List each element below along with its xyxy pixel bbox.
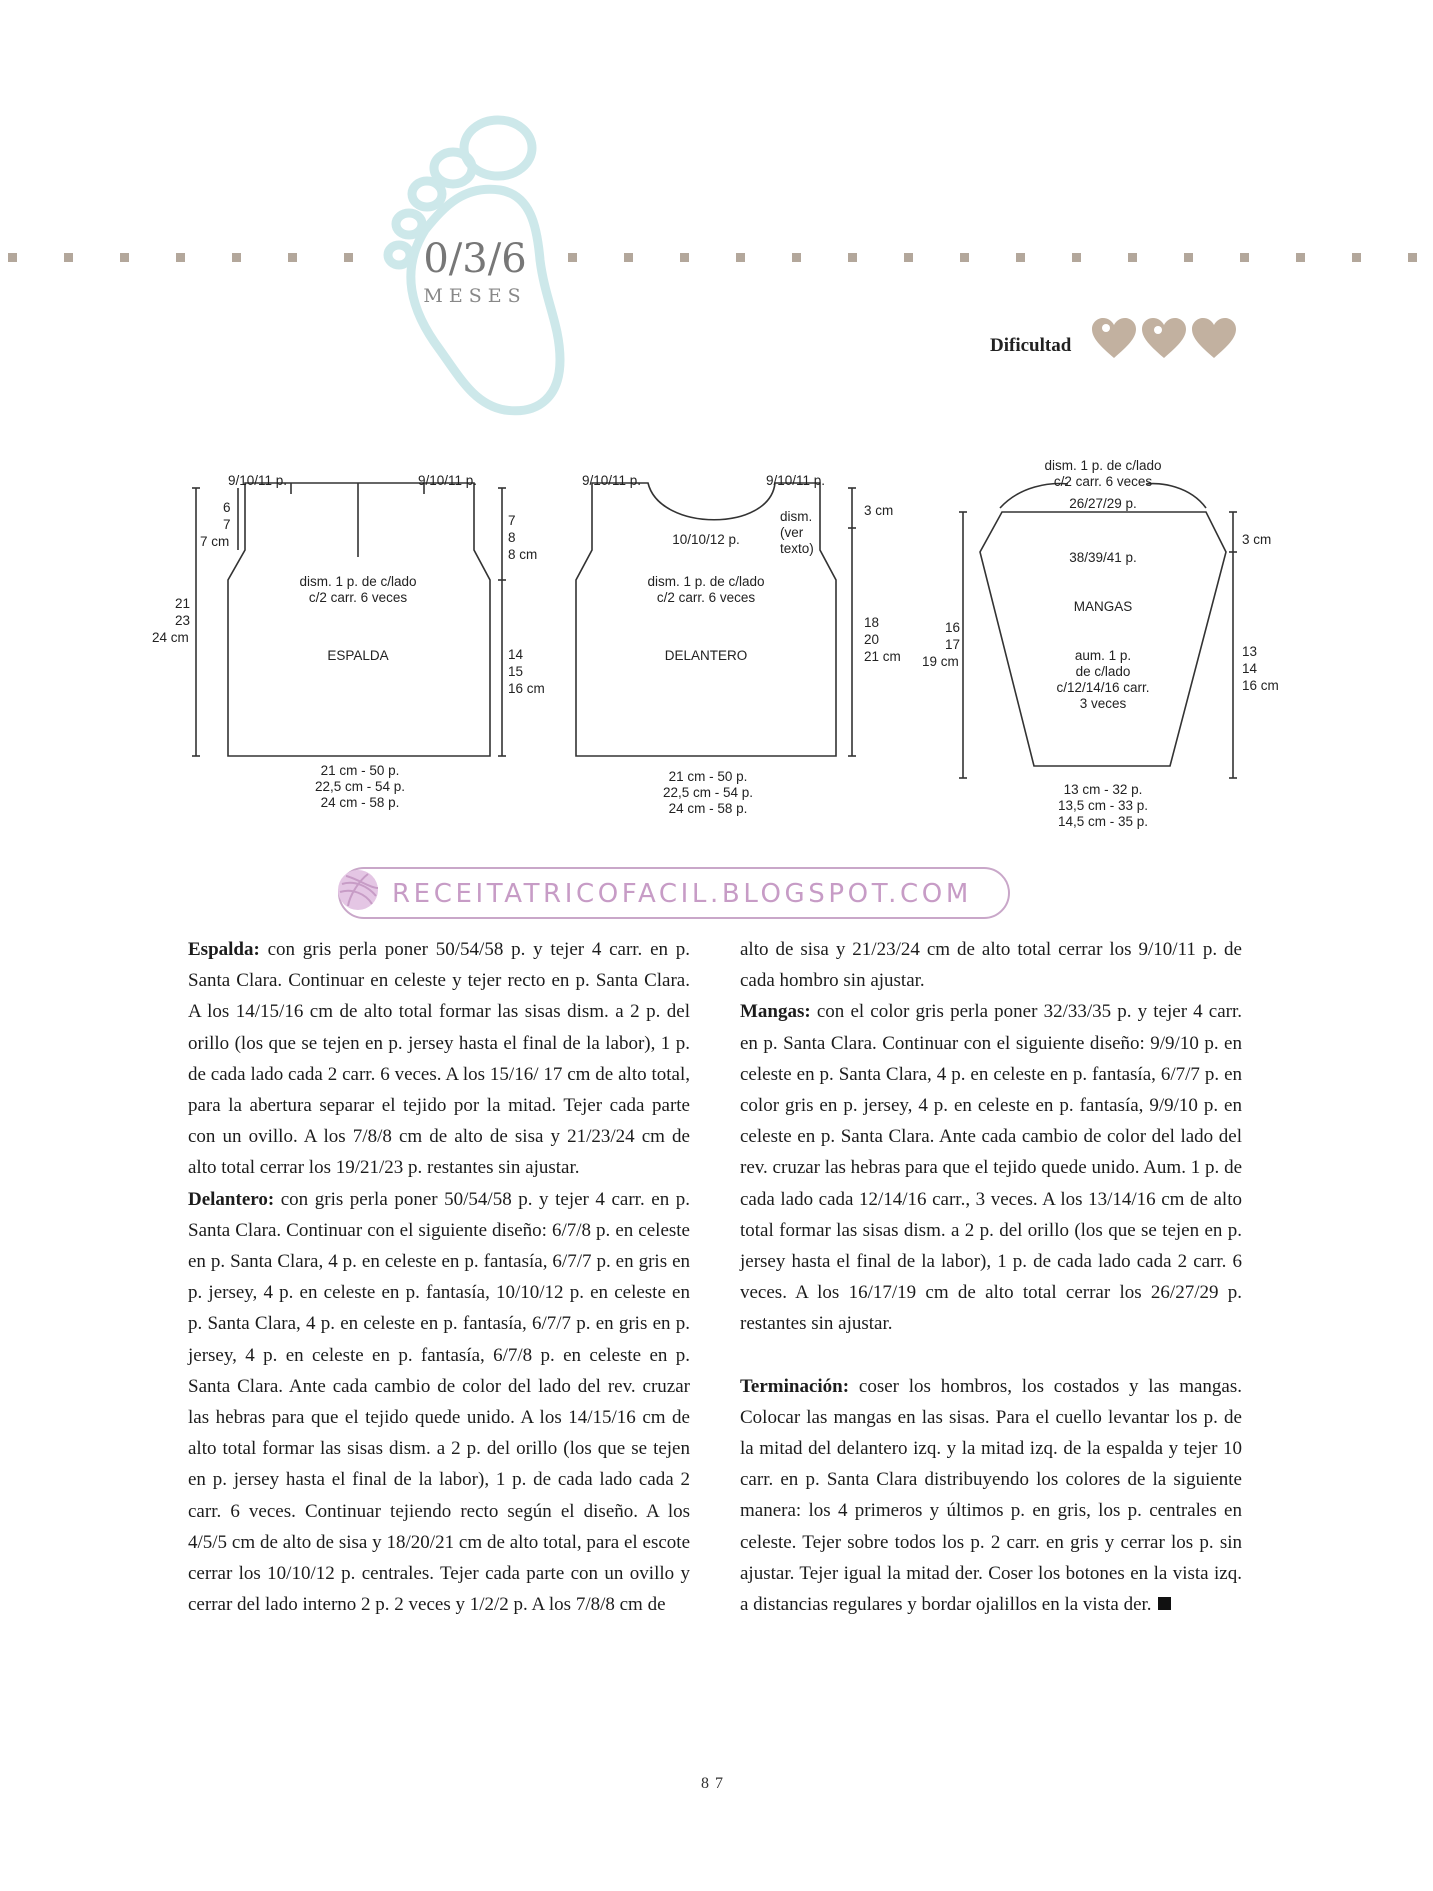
espalda-heading: Espalda: xyxy=(188,939,260,960)
espalda-right-lower-2: 15 xyxy=(508,664,524,679)
delantero-paragraph xyxy=(188,1184,690,1621)
mangas-right-lower-3: 16 cm xyxy=(1242,678,1279,693)
espalda-left-small-3: 7 cm xyxy=(200,534,230,549)
mangas-left-total-3: 19 cm xyxy=(922,654,959,669)
mangas-left-total-1: 16 xyxy=(945,620,961,635)
mangas-top-dec-1: dism. 1 p. de c/lado xyxy=(1044,458,1162,473)
delantero-bottom-1: 21 cm - 50 p. xyxy=(668,769,748,784)
espalda-right-lower-1: 14 xyxy=(508,647,524,662)
delantero-right-total-1: 18 xyxy=(864,615,880,630)
mangas-inner-width: 38/39/41 p. xyxy=(1069,550,1137,565)
espalda-outline xyxy=(228,483,490,756)
espalda-paragraph xyxy=(188,934,690,1184)
mangas-heading: Mangas: xyxy=(740,1001,811,1023)
mangas-bottom-3: 14,5 cm - 35 p. xyxy=(1057,814,1149,829)
mangas-right-lower-1: 13 xyxy=(1242,644,1258,659)
terminacion-paragraph xyxy=(740,1371,1242,1621)
dotted-divider xyxy=(0,253,1433,263)
espalda-bottom-2: 22,5 cm - 54 p. xyxy=(314,779,406,794)
mangas-name: MANGAS xyxy=(1073,599,1133,614)
espalda-left-total-3: 24 cm xyxy=(152,630,189,645)
delantero-right-top: 3 cm xyxy=(864,503,894,518)
heart-icon xyxy=(1142,318,1186,358)
espalda-right-upper-3: 8 cm xyxy=(508,547,538,562)
terminacion-heading: Terminación: xyxy=(740,1375,850,1397)
age-range: 0/3/6 xyxy=(423,236,527,282)
flower-icon xyxy=(1102,324,1110,332)
page-number: 87 xyxy=(701,1775,729,1792)
continuation-paragraph: alto de sisa y 21/23/24 cm de alto total cerrar los 9/10/11 p. de cada hombro sin ajustar. xyxy=(740,939,1242,992)
espalda-bottom-1: 21 cm - 50 p. xyxy=(320,763,400,778)
espalda-bottom-3: 24 cm - 58 p. xyxy=(320,795,400,810)
espalda-dec-1: dism. 1 p. de c/lado xyxy=(299,574,417,589)
pattern-schematic xyxy=(150,450,1300,840)
difficulty-label: Dificultad xyxy=(990,335,1072,356)
mangas-right-lower-2: 14 xyxy=(1242,661,1258,676)
difficulty-hearts-icon xyxy=(1092,318,1242,360)
mangas-inc-1: aum. 1 p. xyxy=(1074,648,1132,663)
end-mark-icon xyxy=(1158,1597,1171,1610)
delantero-neck-dec-1: dism. xyxy=(780,509,813,524)
espalda-right-lower-3: 16 cm xyxy=(508,681,545,696)
delantero-text: con gris perla poner 50/54/58 p. y tejer 4 carr. en p. Santa Clara. Continuar con el siguiente diseño: 6/7/8 p. en celeste en p. Santa Clara, 4 p. en celeste en p. fantasía, 6/7/7 p. en gris en p. jersey, 4 p. en celeste en p. fantasía, 10/10/12 p. en celeste en p. Santa Clara, 4 p. en celeste en p. fantasía, 6/7/7 p. en gris en p. jersey, 4 p. en celeste en p. fantasía, 6/7/8 p. en celeste en p. Santa Clara. Ante cada cambio de color del lado del rev. cruzar las hebras para que el tejido quede unido. A los 14/15/16 cm de alto total formar las sisas dism. a 2 p. del orillo (los que se tejen en p. jersey hasta el final de la labor), 1 p. de cada lado cada 2 carr. 6 veces. Continuar tejiendo recto según el diseño. A los 4/5/5 cm de alto de sisa y 18/20/21 cm de alto total, para el escote cerrar los 10/10/12 p. centrales. Tejer cada parte con un ovillo y cerrar del lado interno 2 p. 2 veces y 1/2/2 p. A los 7/8/8 cm de xyxy=(188,1188,690,1616)
espalda-left-total-2: 23 xyxy=(175,613,191,628)
mangas-paragraph xyxy=(740,996,1242,1339)
delantero-dec-1: dism. 1 p. de c/lado xyxy=(647,574,765,589)
delantero-bottom-3: 24 cm - 58 p. xyxy=(668,801,748,816)
delantero-name: DELANTERO xyxy=(664,648,748,663)
mangas-bottom-2: 13,5 cm - 33 p. xyxy=(1057,798,1149,813)
mangas-top-width: 26/27/29 p. xyxy=(1069,496,1137,511)
heart-icon xyxy=(1192,318,1236,358)
yarn-ball-icon xyxy=(334,866,382,914)
delantero-dec-2: c/2 carr. 6 veces xyxy=(656,590,756,605)
mangas-inc-3: c/12/14/16 carr. xyxy=(1056,680,1150,695)
espalda-right-upper-1: 7 xyxy=(508,513,516,528)
espalda-text: con gris perla poner 50/54/58 p. y tejer 4 carr. en p. Santa Clara. Continuar en celeste y tejer recto en p. Santa Clara. A los 14/15/16 cm de alto total formar las sisas dism. a 2 p. del orillo (los que se tejen en p. jersey hasta el final de la labor), 1 p. de cada lado cada 2 carr. 6 veces. A los 15/16/ 17 cm de alto total, para la abertura separar el tejido por la mitad. Tejer cada parte con un ovillo. A los 7/8/8 cm de alto de sisa y 21/23/24 cm de alto total cerrar los 19/21/23 p. restantes sin ajustar. xyxy=(188,939,691,1179)
espalda-left-small-1: 6 xyxy=(223,500,231,515)
age-unit: MESES xyxy=(423,285,527,307)
mangas-left-total-2: 17 xyxy=(945,637,961,652)
mangas-inc-4: 3 veces xyxy=(1079,696,1127,711)
delantero-right-total-3: 21 cm xyxy=(864,649,901,664)
espalda-left-total-1: 21 xyxy=(175,596,191,611)
delantero-bottom-2: 22,5 cm - 54 p. xyxy=(662,785,754,800)
left-column xyxy=(188,934,690,1620)
mangas-top-dec-2: c/2 carr. 6 veces xyxy=(1053,474,1153,489)
espalda-right-upper-2: 8 xyxy=(508,530,516,545)
mangas-text: con el color gris perla poner 32/33/35 p. y tejer 4 carr. en p. Santa Clara. Continuar con el siguiente diseño: 9/9/10 p. en celeste en p. Santa Clara, 4 p. en celeste en p. fantasía, 6/7/7 p. en color gris en p. jersey, 4 p. en celeste en p. fantasía, 9/9/10 p. en celeste en p. Santa Clara. Ante cada cambio de color del lado del rev. cruzar las hebras para que el tejido quede unido. Aum. 1 p. de cada lado cada 12/14/16 carr., 3 veces. A los 13/14/16 cm de alto total formar las sisas dism. a 2 p. del orillo (los que se tejen en p. jersey hasta el final de la labor), 1 p. de cada lado cada 2 carr. 6 veces. A los 16/17/19 cm de alto total cerrar los 26/27/29 p. restantes sin ajustar. xyxy=(740,1001,1243,1335)
terminacion-text: coser los hombros, los costados y las mangas. Colocar las mangas en las sisas. Para el cuello levantar los p. de la mitad del delantero izq. y la mitad izq. de la espalda y tejer 10 carr. en p. Santa Clara distribuyendo los colores de la siguiente manera: los 4 primeros y últimos p. en gris, los p. centrales en celeste. Tejer sobre todos los p. 2 carr. en gris y cerrar los p. sin ajustar. Tejer igual la mitad der. Coser los botones en la vista izq. a distancias regulares y bordar ojalillos en la vista der. xyxy=(740,1375,1243,1616)
delantero-heading: Delantero: xyxy=(188,1188,275,1210)
espalda-shoulder-left: 9/10/11 p. xyxy=(228,473,288,488)
flower-icon xyxy=(1154,326,1162,334)
heart-icon xyxy=(1092,318,1136,358)
delantero-shoulder-right: 9/10/11 p. xyxy=(766,473,826,488)
espalda-dec-2: c/2 carr. 6 veces xyxy=(308,590,408,605)
right-column xyxy=(740,934,1242,1620)
espalda-name: ESPALDA xyxy=(327,648,389,663)
delantero-neck-dec-3: texto) xyxy=(780,541,814,556)
mangas-bottom-1: 13 cm - 32 p. xyxy=(1063,782,1143,797)
delantero-neck-dec-2: (ver xyxy=(780,525,804,540)
mangas-inc-2: de c/lado xyxy=(1075,664,1131,679)
espalda-left-small-2: 7 xyxy=(223,517,231,532)
espalda-shoulder-right: 9/10/11 p. xyxy=(418,473,478,488)
delantero-right-total-2: 20 xyxy=(864,632,880,647)
delantero-shoulder-left: 9/10/11 p. xyxy=(582,473,642,488)
mangas-right-top: 3 cm xyxy=(1242,532,1272,547)
delantero-neck: 10/10/12 p. xyxy=(672,532,740,547)
watermark-url[interactable]: RECEITATRICOFACIL.BLOGSPOT.COM xyxy=(392,879,972,909)
